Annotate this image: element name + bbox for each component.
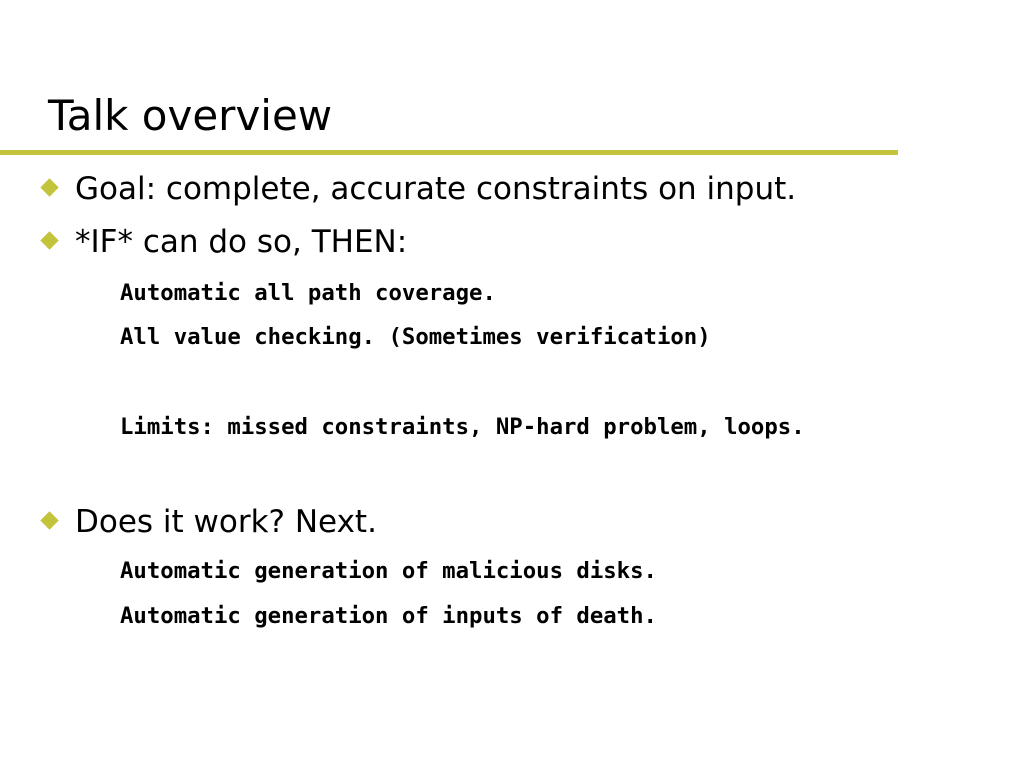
sub-item-inputs-of-death: Automatic generation of inputs of death. [120, 603, 657, 629]
slide-title: Talk overview [48, 91, 333, 140]
sub-item-malicious-disks: Automatic generation of malicious disks. [120, 558, 657, 584]
diamond-bullet-icon [40, 511, 58, 529]
bullet-text: *IF* can do so, THEN: [75, 224, 408, 260]
sub-item-limits: Limits: missed constraints, NP-hard problem, loops. [120, 414, 805, 440]
bullet-text: Goal: complete, accurate constraints on input. [75, 171, 797, 207]
diamond-bullet-icon [40, 178, 58, 196]
title-underline-divider [0, 150, 898, 155]
sub-item-path-coverage: Automatic all path coverage. [120, 280, 496, 306]
sub-item-value-checking: All value checking. (Sometimes verification) [120, 324, 711, 350]
bullet-text: Does it work? Next. [75, 504, 377, 540]
diamond-bullet-icon [40, 231, 58, 249]
